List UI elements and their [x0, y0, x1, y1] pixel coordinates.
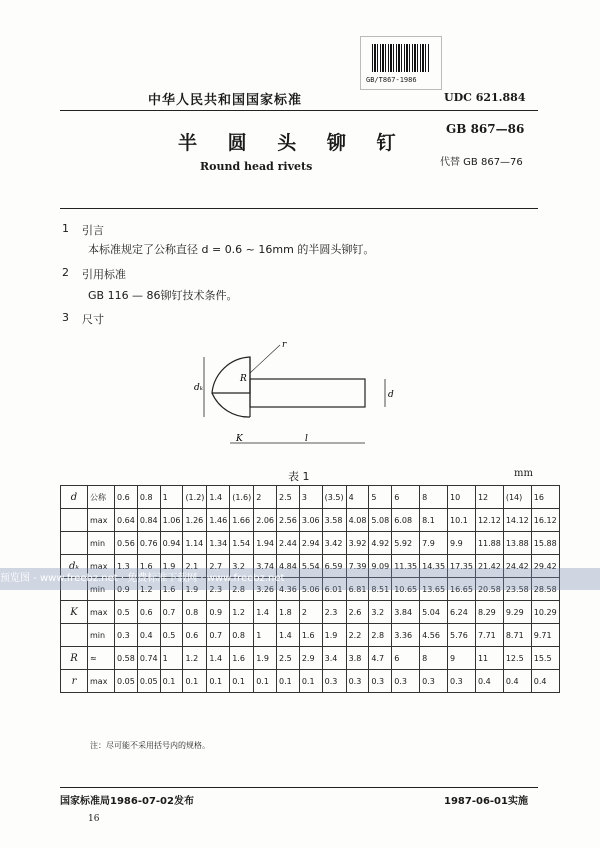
table-cell: 6.08: [392, 509, 420, 532]
table-label-cell: max: [88, 509, 115, 532]
page-number: 16: [88, 814, 100, 824]
table-cell: 12: [475, 486, 503, 509]
table-cell: 3.84: [392, 601, 420, 624]
table-label-cell: min: [88, 532, 115, 555]
table-cell: 1.9: [183, 578, 207, 601]
table-cell: 8: [420, 486, 448, 509]
table-cell: 1.9: [322, 624, 346, 647]
table-cell: 0.3: [369, 670, 392, 693]
rivet-shank: [250, 379, 365, 407]
gb-number: GB 867—86: [446, 122, 525, 136]
table-cell: 6.59: [322, 555, 346, 578]
table-cell: 10.65: [392, 578, 420, 601]
table-symbol-cell: [61, 532, 88, 555]
table-cell: 15.88: [531, 532, 559, 555]
table-cell: 7.71: [475, 624, 503, 647]
section-1-text: 本标准规定了公称直径 d = 0.6 ~ 16mm 的半圆头铆钉。: [88, 243, 375, 256]
table-cell: 10.29: [531, 601, 559, 624]
table-cell: 1.9: [254, 647, 277, 670]
table-cell: 1.8: [277, 601, 300, 624]
table-cell: 0.1: [207, 670, 230, 693]
table-row: [61, 647, 560, 670]
table-cell: 9.9: [448, 532, 476, 555]
page-title: 半 圆 头 铆 钉: [178, 132, 408, 154]
table-cell: 0.7: [207, 624, 230, 647]
barcode-image: [372, 44, 430, 72]
table-cell: 11.88: [475, 532, 503, 555]
table-symbol-cell: R: [61, 647, 88, 670]
table-cell: 2.94: [299, 532, 322, 555]
table-label-cell: min: [88, 578, 115, 601]
table-cell: 9: [448, 647, 476, 670]
issue-info: 国家标准局1986-07-02发布: [60, 796, 194, 807]
footer-rule: [60, 787, 538, 788]
table-cell: 17.35: [448, 555, 476, 578]
table-cell: 2.5: [277, 647, 300, 670]
table-cell: 3.92: [346, 532, 369, 555]
table-cell: 1: [254, 624, 277, 647]
table-cell: 15.5: [531, 647, 559, 670]
section-3-title: 尺寸: [82, 313, 104, 326]
table-cell: 7.9: [420, 532, 448, 555]
table-cell: 3.2: [230, 555, 254, 578]
table-cell: 1.6: [137, 555, 160, 578]
table-caption: 表 1: [288, 470, 310, 483]
table-cell: 1.4: [254, 601, 277, 624]
table-cell: 0.3: [420, 670, 448, 693]
table-cell: 1.9: [160, 555, 183, 578]
table-cell: 0.6: [115, 486, 138, 509]
table-cell: 0.7: [160, 601, 183, 624]
table-cell: 5.06: [299, 578, 322, 601]
table-cell: 9.09: [369, 555, 392, 578]
table-cell: 6.24: [448, 601, 476, 624]
table-cell: (14): [503, 486, 531, 509]
r-leader: [250, 345, 280, 373]
table-cell: 3.26: [254, 578, 277, 601]
table-cell: 20.58: [475, 578, 503, 601]
table-cell: 16: [531, 486, 559, 509]
table-cell: 0.6: [183, 624, 207, 647]
table-cell: 2.1: [183, 555, 207, 578]
table-cell: 1.6: [299, 624, 322, 647]
section-1-number: 1: [62, 222, 69, 235]
table-cell: 2.56: [277, 509, 300, 532]
table-cell: 1.26: [183, 509, 207, 532]
table-cell: 2.8: [369, 624, 392, 647]
table-cell: 0.3: [448, 670, 476, 693]
table-cell: 4.84: [277, 555, 300, 578]
table-cell: 9.29: [503, 601, 531, 624]
table-cell: 1.2: [137, 578, 160, 601]
table-cell: 3.06: [299, 509, 322, 532]
table-cell: 0.8: [137, 486, 160, 509]
label-r: r: [282, 340, 287, 350]
table-cell: 1.94: [254, 532, 277, 555]
label-R: R: [240, 374, 247, 384]
udc-number: UDC 621.884: [444, 91, 526, 104]
table-unit: mm: [514, 468, 533, 479]
table-cell: 0.56: [115, 532, 138, 555]
table-cell: 21.42: [475, 555, 503, 578]
table-cell: 2.06: [254, 509, 277, 532]
table-cell: 7.39: [346, 555, 369, 578]
label-K: K: [236, 434, 243, 444]
table-cell: 0.9: [115, 578, 138, 601]
table-cell: 2.3: [207, 578, 230, 601]
section-2-text: GB 116 — 86铆钉技术条件。: [88, 289, 238, 302]
table-cell: 4: [346, 486, 369, 509]
table-cell: 0.1: [254, 670, 277, 693]
table-cell: 0.5: [160, 624, 183, 647]
table-cell: 10: [448, 486, 476, 509]
table-row: [61, 601, 560, 624]
table-label-cell: 公称: [88, 486, 115, 509]
table-cell: 0.1: [299, 670, 322, 693]
page-title-en: Round head rivets: [200, 160, 313, 173]
table-row: [61, 624, 560, 647]
table-cell: 23.58: [503, 578, 531, 601]
section-2-title: 引用标准: [82, 268, 126, 281]
table-cell: 10.1: [448, 509, 476, 532]
table-cell: 3.42: [322, 532, 346, 555]
table-label-cell: max: [88, 601, 115, 624]
rivet-drawing: [190, 335, 410, 455]
table-symbol-cell: K: [61, 601, 88, 624]
table-symbol-cell: [61, 509, 88, 532]
table-row: [61, 509, 560, 532]
table-symbol-cell: d: [61, 486, 88, 509]
label-d: d: [388, 390, 394, 400]
table-cell: 6.01: [322, 578, 346, 601]
table-cell: 4.56: [420, 624, 448, 647]
table-cell: 12.5: [503, 647, 531, 670]
table-cell: 1.46: [207, 509, 230, 532]
table-cell: 2.6: [346, 601, 369, 624]
table-cell: 2.8: [230, 578, 254, 601]
table-cell: 0.8: [183, 601, 207, 624]
table-cell: 1.4: [277, 624, 300, 647]
table-cell: 0.4: [137, 624, 160, 647]
table-cell: (1.6): [230, 486, 254, 509]
table-cell: 1.6: [160, 578, 183, 601]
table-cell: 1.2: [183, 647, 207, 670]
table-cell: 0.58: [115, 647, 138, 670]
table-cell: 2.9: [299, 647, 322, 670]
table-cell: 0.3: [115, 624, 138, 647]
table-cell: 6.81: [346, 578, 369, 601]
table-cell: 0.76: [137, 532, 160, 555]
table-cell: 28.58: [531, 578, 559, 601]
table-cell: 4.36: [277, 578, 300, 601]
table-cell: 12.12: [475, 509, 503, 532]
table-cell: 4.08: [346, 509, 369, 532]
table-cell: 0.6: [137, 601, 160, 624]
table-cell: 0.05: [137, 670, 160, 693]
table-cell: 13.88: [503, 532, 531, 555]
table-cell: 1.14: [183, 532, 207, 555]
table-cell: 0.1: [277, 670, 300, 693]
table-cell: 8.71: [503, 624, 531, 647]
table-cell: 8.51: [369, 578, 392, 601]
table-cell: (3.5): [322, 486, 346, 509]
table-cell: 0.84: [137, 509, 160, 532]
table-cell: 2.3: [322, 601, 346, 624]
header-bottom-rule: [60, 208, 538, 209]
table-cell: 5.92: [392, 532, 420, 555]
table-cell: 3.58: [322, 509, 346, 532]
table-cell: 0.1: [183, 670, 207, 693]
table-cell: 0.8: [230, 624, 254, 647]
table-cell: (1.2): [183, 486, 207, 509]
table-cell: 3.36: [392, 624, 420, 647]
table-cell: 1: [160, 647, 183, 670]
table-row: [61, 670, 560, 693]
table-cell: 0.3: [392, 670, 420, 693]
table-cell: 4.7: [369, 647, 392, 670]
table-cell: 1.2: [230, 601, 254, 624]
table-cell: 2.7: [207, 555, 230, 578]
table-cell: 0.74: [137, 647, 160, 670]
table-cell: 13.65: [420, 578, 448, 601]
table-cell: 2: [254, 486, 277, 509]
table-cell: 2.2: [346, 624, 369, 647]
effective-date: 1987-06-01实施: [444, 796, 528, 807]
table-cell: 1.4: [207, 647, 230, 670]
table-cell: 0.3: [346, 670, 369, 693]
table-cell: 3.4: [322, 647, 346, 670]
table-cell: 5.04: [420, 601, 448, 624]
table-cell: 0.1: [160, 670, 183, 693]
table-cell: 9.71: [531, 624, 559, 647]
table-cell: 3: [299, 486, 322, 509]
table-cell: 3.74: [254, 555, 277, 578]
table-note: 注：尽可能不采用括号内的规格。: [90, 741, 210, 750]
table-cell: 3.8: [346, 647, 369, 670]
table-label-cell: max: [88, 555, 115, 578]
table-cell: 1.06: [160, 509, 183, 532]
table-cell: 1.54: [230, 532, 254, 555]
table-cell: 1.6: [230, 647, 254, 670]
table-cell: 1.34: [207, 532, 230, 555]
table-cell: 24.42: [503, 555, 531, 578]
barcode-text: GB/T867-1986: [366, 76, 417, 84]
table-cell: 16.65: [448, 578, 476, 601]
table-symbol-cell: r: [61, 670, 88, 693]
table-row: [61, 486, 560, 509]
table-label-cell: min: [88, 624, 115, 647]
table-cell: 16.12: [531, 509, 559, 532]
table-cell: 1.3: [115, 555, 138, 578]
header-rule: [60, 110, 538, 111]
table-row: [61, 532, 560, 555]
table-cell: 1: [160, 486, 183, 509]
table-cell: 0.1: [230, 670, 254, 693]
section-1-title: 引言: [82, 224, 104, 237]
table-cell: 4.92: [369, 532, 392, 555]
table-cell: 8.1: [420, 509, 448, 532]
table-cell: 0.64: [115, 509, 138, 532]
table-cell: 14.12: [503, 509, 531, 532]
standard-name: 中华人民共和国国家标准: [148, 93, 303, 108]
table-cell: 0.4: [531, 670, 559, 693]
table-cell: 6: [392, 486, 420, 509]
table-cell: 8.29: [475, 601, 503, 624]
table-cell: 5.76: [448, 624, 476, 647]
table-cell: 0.5: [115, 601, 138, 624]
table-cell: 2.44: [277, 532, 300, 555]
table-cell: 1.66: [230, 509, 254, 532]
table-cell: 0.4: [475, 670, 503, 693]
table-cell: 2: [299, 601, 322, 624]
table-cell: 1.4: [207, 486, 230, 509]
table-cell: 8: [420, 647, 448, 670]
table-cell: 0.05: [115, 670, 138, 693]
table-cell: 0.4: [503, 670, 531, 693]
table-label-cell: ≈: [88, 647, 115, 670]
table-cell: 2.5: [277, 486, 300, 509]
label-dk: dₖ: [194, 383, 204, 393]
table-cell: 29.42: [531, 555, 559, 578]
table-cell: 0.94: [160, 532, 183, 555]
table-cell: 11.35: [392, 555, 420, 578]
watermark-banner: 预览图 - www.freebz.net · 免费标准下载网 · www.freebz.net: [0, 568, 600, 590]
table-cell: 0.3: [322, 670, 346, 693]
table-label-cell: max: [88, 670, 115, 693]
table-symbol-cell: [61, 624, 88, 647]
table-cell: 14.35: [420, 555, 448, 578]
table-cell: 6: [392, 647, 420, 670]
table-cell: 5: [369, 486, 392, 509]
table-cell: 0.9: [207, 601, 230, 624]
table-cell: 11: [475, 647, 503, 670]
replaces-note: 代替 GB 867—76: [440, 157, 523, 168]
rivet-head-bottom: [212, 393, 250, 417]
table-cell: 3.2: [369, 601, 392, 624]
section-2-number: 2: [62, 266, 69, 279]
table-cell: 5.54: [299, 555, 322, 578]
label-l: l: [305, 434, 308, 444]
table-symbol-cell: dₖ: [61, 555, 88, 578]
section-3-number: 3: [62, 311, 69, 324]
table-cell: 5.08: [369, 509, 392, 532]
